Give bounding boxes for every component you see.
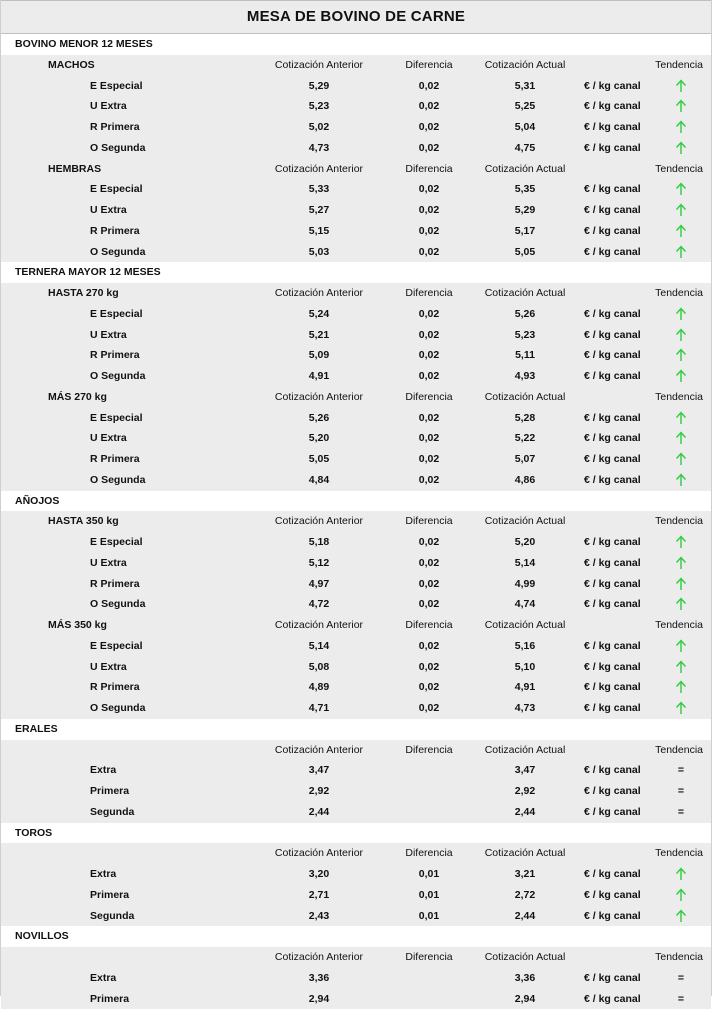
header-cotizacion-actual: Cotización Actual — [485, 740, 566, 761]
section-header — [1, 719, 711, 740]
value-anterior: 5,02 — [309, 117, 329, 138]
header-diferencia: Diferencia — [405, 615, 452, 636]
value-diferencia: 0,02 — [419, 179, 439, 200]
header-cotizacion-anterior: Cotización Anterior — [275, 159, 363, 180]
table-row — [1, 449, 711, 470]
header-cotizacion-anterior: Cotización Anterior — [275, 615, 363, 636]
row-label: Primera — [90, 781, 129, 802]
value-actual: 5,31 — [515, 76, 535, 97]
column-header-row — [1, 387, 711, 408]
unit-label: € / kg canal — [584, 885, 641, 906]
table-row — [1, 428, 711, 449]
value-diferencia: 0,02 — [419, 428, 439, 449]
table-row — [1, 345, 711, 366]
trend-up-arrow-icon — [676, 76, 687, 93]
table-row — [1, 138, 711, 159]
value-anterior: 2,43 — [309, 906, 329, 927]
value-diferencia: 0,02 — [419, 657, 439, 678]
value-diferencia: 0,02 — [419, 408, 439, 429]
header-diferencia: Diferencia — [405, 55, 452, 76]
column-header-row — [1, 615, 711, 636]
value-anterior: 2,94 — [309, 989, 329, 1009]
header-cotizacion-actual: Cotización Actual — [485, 843, 566, 864]
value-anterior: 2,44 — [309, 802, 329, 823]
row-label: U Extra — [90, 200, 127, 221]
value-actual: 5,04 — [515, 117, 535, 138]
value-anterior: 5,23 — [309, 96, 329, 117]
trend-up-arrow-icon — [676, 532, 687, 549]
trend-equal: = — [678, 781, 684, 802]
trend-equal: = — [678, 968, 684, 989]
header-diferencia: Diferencia — [405, 843, 452, 864]
unit-label: € / kg canal — [584, 470, 641, 491]
unit-label: € / kg canal — [584, 138, 641, 159]
value-diferencia: 0,02 — [419, 698, 439, 719]
value-anterior: 2,92 — [309, 781, 329, 802]
header-diferencia: Diferencia — [405, 740, 452, 761]
unit-label: € / kg canal — [584, 989, 641, 1009]
value-diferencia: 0,02 — [419, 242, 439, 263]
header-cotizacion-anterior: Cotización Anterior — [275, 55, 363, 76]
value-anterior: 3,36 — [309, 968, 329, 989]
value-actual: 5,29 — [515, 200, 535, 221]
value-diferencia: 0,02 — [419, 532, 439, 553]
value-anterior: 5,26 — [309, 408, 329, 429]
trend-up-arrow-icon — [676, 574, 687, 591]
value-diferencia: 0,02 — [419, 325, 439, 346]
trend-up-arrow-icon — [676, 885, 687, 902]
value-anterior: 5,33 — [309, 179, 329, 200]
value-diferencia: 0,02 — [419, 574, 439, 595]
unit-label: € / kg canal — [584, 760, 641, 781]
table-row — [1, 864, 711, 885]
value-anterior: 5,05 — [309, 449, 329, 470]
value-actual: 2,44 — [515, 802, 535, 823]
value-actual: 4,74 — [515, 594, 535, 615]
header-cotizacion-anterior: Cotización Anterior — [275, 387, 363, 408]
header-diferencia: Diferencia — [405, 511, 452, 532]
value-anterior: 5,03 — [309, 242, 329, 263]
table-row — [1, 304, 711, 325]
header-cotizacion-actual: Cotización Actual — [485, 947, 566, 968]
row-label: U Extra — [90, 657, 127, 678]
value-diferencia: 0,02 — [419, 138, 439, 159]
value-actual: 5,17 — [515, 221, 535, 242]
table-row — [1, 200, 711, 221]
unit-label: € / kg canal — [584, 677, 641, 698]
row-label: O Segunda — [90, 242, 145, 263]
unit-label: € / kg canal — [584, 366, 641, 387]
value-diferencia: 0,02 — [419, 345, 439, 366]
header-cotizacion-anterior: Cotización Anterior — [275, 283, 363, 304]
table-row — [1, 117, 711, 138]
section-header — [1, 262, 711, 283]
trend-up-arrow-icon — [676, 345, 687, 362]
value-anterior: 5,09 — [309, 345, 329, 366]
unit-label: € / kg canal — [584, 242, 641, 263]
section-title: BOVINO MENOR 12 MESES — [15, 34, 153, 55]
table-row — [1, 96, 711, 117]
table-row — [1, 968, 711, 989]
unit-label: € / kg canal — [584, 594, 641, 615]
row-label: R Primera — [90, 449, 140, 470]
unit-label: € / kg canal — [584, 802, 641, 823]
value-actual: 4,75 — [515, 138, 535, 159]
header-tendencia: Tendencia — [655, 843, 703, 864]
value-diferencia: 0,02 — [419, 117, 439, 138]
value-actual: 5,23 — [515, 325, 535, 346]
row-label: E Especial — [90, 408, 143, 429]
header-diferencia: Diferencia — [405, 159, 452, 180]
value-anterior: 5,08 — [309, 657, 329, 678]
header-tendencia: Tendencia — [655, 511, 703, 532]
unit-label: € / kg canal — [584, 636, 641, 657]
trend-up-arrow-icon — [676, 594, 687, 611]
row-label: O Segunda — [90, 594, 145, 615]
value-actual: 3,21 — [515, 864, 535, 885]
header-tendencia: Tendencia — [655, 55, 703, 76]
trend-equal: = — [678, 802, 684, 823]
trend-up-arrow-icon — [676, 428, 687, 445]
table-row — [1, 698, 711, 719]
value-diferencia: 0,02 — [419, 636, 439, 657]
header-cotizacion-anterior: Cotización Anterior — [275, 947, 363, 968]
value-anterior: 3,47 — [309, 760, 329, 781]
row-label: U Extra — [90, 428, 127, 449]
trend-up-arrow-icon — [676, 96, 687, 113]
value-actual: 2,72 — [515, 885, 535, 906]
header-tendencia: Tendencia — [655, 615, 703, 636]
column-header-row — [1, 283, 711, 304]
section-title: TOROS — [15, 823, 52, 844]
trend-up-arrow-icon — [676, 117, 687, 134]
header-cotizacion-anterior: Cotización Anterior — [275, 843, 363, 864]
value-actual: 4,93 — [515, 366, 535, 387]
table-row — [1, 242, 711, 263]
header-diferencia: Diferencia — [405, 947, 452, 968]
value-anterior: 4,91 — [309, 366, 329, 387]
table-row — [1, 677, 711, 698]
value-actual: 4,73 — [515, 698, 535, 719]
value-anterior: 4,72 — [309, 594, 329, 615]
trend-up-arrow-icon — [676, 221, 687, 238]
value-actual: 5,20 — [515, 532, 535, 553]
value-actual: 4,86 — [515, 470, 535, 491]
row-label: Extra — [90, 760, 116, 781]
section-header — [1, 34, 711, 55]
table-row — [1, 885, 711, 906]
row-label: R Primera — [90, 574, 140, 595]
unit-label: € / kg canal — [584, 117, 641, 138]
value-anterior: 4,84 — [309, 470, 329, 491]
unit-label: € / kg canal — [584, 968, 641, 989]
column-header-row — [1, 947, 711, 968]
table-row — [1, 594, 711, 615]
group-title: MÁS 350 kg — [48, 615, 107, 636]
row-label: Segunda — [90, 906, 134, 927]
unit-label: € / kg canal — [584, 574, 641, 595]
value-diferencia: 0,01 — [419, 906, 439, 927]
value-anterior: 4,89 — [309, 677, 329, 698]
row-label: E Especial — [90, 304, 143, 325]
row-label: Extra — [90, 864, 116, 885]
trend-up-arrow-icon — [676, 698, 687, 715]
row-label: Primera — [90, 989, 129, 1009]
table-row — [1, 989, 711, 1009]
value-anterior: 5,21 — [309, 325, 329, 346]
unit-label: € / kg canal — [584, 781, 641, 802]
trend-equal: = — [678, 989, 684, 1009]
value-anterior: 2,71 — [309, 885, 329, 906]
header-cotizacion-actual: Cotización Actual — [485, 511, 566, 532]
value-actual: 5,35 — [515, 179, 535, 200]
value-anterior: 4,97 — [309, 574, 329, 595]
header-tendencia: Tendencia — [655, 159, 703, 180]
trend-up-arrow-icon — [676, 366, 687, 383]
trend-up-arrow-icon — [676, 138, 687, 155]
table-row — [1, 532, 711, 553]
value-anterior: 5,29 — [309, 76, 329, 97]
value-actual: 2,44 — [515, 906, 535, 927]
value-diferencia: 0,02 — [419, 470, 439, 491]
table-row — [1, 366, 711, 387]
unit-label: € / kg canal — [584, 906, 641, 927]
trend-up-arrow-icon — [676, 408, 687, 425]
value-actual: 5,28 — [515, 408, 535, 429]
table-row — [1, 657, 711, 678]
table-row — [1, 179, 711, 200]
unit-label: € / kg canal — [584, 304, 641, 325]
unit-label: € / kg canal — [584, 698, 641, 719]
table-row — [1, 408, 711, 429]
unit-label: € / kg canal — [584, 553, 641, 574]
unit-label: € / kg canal — [584, 428, 641, 449]
group-title: MÁS 270 kg — [48, 387, 107, 408]
value-actual: 4,99 — [515, 574, 535, 595]
group-title: HASTA 350 kg — [48, 511, 119, 532]
unit-label: € / kg canal — [584, 532, 641, 553]
group-title: HASTA 270 kg — [48, 283, 119, 304]
header-cotizacion-actual: Cotización Actual — [485, 387, 566, 408]
row-label: O Segunda — [90, 698, 145, 719]
section-header — [1, 823, 711, 844]
row-label: Extra — [90, 968, 116, 989]
table-title: MESA DE BOVINO DE CARNE — [1, 0, 711, 34]
value-anterior: 5,18 — [309, 532, 329, 553]
unit-label: € / kg canal — [584, 96, 641, 117]
row-label: O Segunda — [90, 470, 145, 491]
value-anterior: 4,71 — [309, 698, 329, 719]
value-diferencia: 0,02 — [419, 304, 439, 325]
value-actual: 3,47 — [515, 760, 535, 781]
header-cotizacion-anterior: Cotización Anterior — [275, 511, 363, 532]
value-anterior: 5,24 — [309, 304, 329, 325]
row-label: Segunda — [90, 802, 134, 823]
row-label: R Primera — [90, 117, 140, 138]
row-label: O Segunda — [90, 138, 145, 159]
trend-up-arrow-icon — [676, 242, 687, 259]
row-label: E Especial — [90, 532, 143, 553]
value-diferencia: 0,02 — [419, 449, 439, 470]
table-row — [1, 636, 711, 657]
unit-label: € / kg canal — [584, 221, 641, 242]
trend-up-arrow-icon — [676, 636, 687, 653]
value-actual: 2,94 — [515, 989, 535, 1009]
value-diferencia: 0,02 — [419, 221, 439, 242]
row-label: Primera — [90, 885, 129, 906]
header-tendencia: Tendencia — [655, 947, 703, 968]
table-row — [1, 781, 711, 802]
value-anterior: 5,20 — [309, 428, 329, 449]
value-actual: 4,91 — [515, 677, 535, 698]
group-title: MACHOS — [48, 55, 95, 76]
trend-up-arrow-icon — [676, 864, 687, 881]
table-row — [1, 470, 711, 491]
trend-up-arrow-icon — [676, 325, 687, 342]
row-label: U Extra — [90, 325, 127, 346]
trend-up-arrow-icon — [676, 200, 687, 217]
section-header — [1, 926, 711, 947]
value-anterior: 5,12 — [309, 553, 329, 574]
value-diferencia: 0,01 — [419, 864, 439, 885]
trend-up-arrow-icon — [676, 657, 687, 674]
value-diferencia: 0,02 — [419, 96, 439, 117]
column-header-row — [1, 740, 711, 761]
row-label: R Primera — [90, 221, 140, 242]
value-actual: 5,11 — [515, 345, 535, 366]
group-title: HEMBRAS — [48, 159, 101, 180]
unit-label: € / kg canal — [584, 449, 641, 470]
value-anterior: 3,20 — [309, 864, 329, 885]
row-label: R Primera — [90, 345, 140, 366]
value-anterior: 4,73 — [309, 138, 329, 159]
value-actual: 5,26 — [515, 304, 535, 325]
table-row — [1, 221, 711, 242]
column-header-row — [1, 55, 711, 76]
header-tendencia: Tendencia — [655, 740, 703, 761]
column-header-row — [1, 511, 711, 532]
value-actual: 5,22 — [515, 428, 535, 449]
unit-label: € / kg canal — [584, 408, 641, 429]
table-row — [1, 553, 711, 574]
value-diferencia: 0,02 — [419, 76, 439, 97]
value-actual: 5,10 — [515, 657, 535, 678]
unit-label: € / kg canal — [584, 179, 641, 200]
trend-up-arrow-icon — [676, 906, 687, 923]
header-tendencia: Tendencia — [655, 387, 703, 408]
header-cotizacion-actual: Cotización Actual — [485, 615, 566, 636]
value-actual: 5,07 — [515, 449, 535, 470]
header-cotizacion-actual: Cotización Actual — [485, 283, 566, 304]
row-label: E Especial — [90, 636, 143, 657]
table-row — [1, 76, 711, 97]
value-actual: 5,25 — [515, 96, 535, 117]
trend-up-arrow-icon — [676, 677, 687, 694]
value-diferencia: 0,02 — [419, 200, 439, 221]
unit-label: € / kg canal — [584, 325, 641, 346]
value-diferencia: 0,02 — [419, 594, 439, 615]
value-actual: 3,36 — [515, 968, 535, 989]
header-cotizacion-actual: Cotización Actual — [485, 159, 566, 180]
section-title: AÑOJOS — [15, 491, 59, 512]
trend-up-arrow-icon — [676, 304, 687, 321]
row-label: E Especial — [90, 179, 143, 200]
unit-label: € / kg canal — [584, 657, 641, 678]
value-diferencia: 0,02 — [419, 553, 439, 574]
table-row — [1, 760, 711, 781]
section-title: TERNERA MAYOR 12 MESES — [15, 262, 161, 283]
value-anterior: 5,27 — [309, 200, 329, 221]
table-body — [1, 34, 711, 1009]
trend-up-arrow-icon — [676, 179, 687, 196]
value-diferencia: 0,02 — [419, 677, 439, 698]
value-actual: 5,14 — [515, 553, 535, 574]
header-cotizacion-anterior: Cotización Anterior — [275, 740, 363, 761]
section-title: ERALES — [15, 719, 58, 740]
row-label: O Segunda — [90, 366, 145, 387]
header-diferencia: Diferencia — [405, 387, 452, 408]
table-row — [1, 325, 711, 346]
trend-up-arrow-icon — [676, 553, 687, 570]
unit-label: € / kg canal — [584, 864, 641, 885]
table-row — [1, 906, 711, 927]
value-actual: 5,16 — [515, 636, 535, 657]
value-actual: 5,05 — [515, 242, 535, 263]
section-header — [1, 491, 711, 512]
header-cotizacion-actual: Cotización Actual — [485, 55, 566, 76]
value-anterior: 5,15 — [309, 221, 329, 242]
row-label: E Especial — [90, 76, 143, 97]
section-title: NOVILLOS — [15, 926, 69, 947]
table-row — [1, 802, 711, 823]
header-diferencia: Diferencia — [405, 283, 452, 304]
value-actual: 2,92 — [515, 781, 535, 802]
trend-equal: = — [678, 760, 684, 781]
table-row — [1, 574, 711, 595]
trend-up-arrow-icon — [676, 470, 687, 487]
unit-label: € / kg canal — [584, 345, 641, 366]
header-tendencia: Tendencia — [655, 283, 703, 304]
trend-up-arrow-icon — [676, 449, 687, 466]
value-anterior: 5,14 — [309, 636, 329, 657]
column-header-row — [1, 159, 711, 180]
unit-label: € / kg canal — [584, 200, 641, 221]
value-diferencia: 0,02 — [419, 366, 439, 387]
row-label: U Extra — [90, 553, 127, 574]
value-diferencia: 0,01 — [419, 885, 439, 906]
unit-label: € / kg canal — [584, 76, 641, 97]
row-label: U Extra — [90, 96, 127, 117]
row-label: R Primera — [90, 677, 140, 698]
column-header-row — [1, 843, 711, 864]
